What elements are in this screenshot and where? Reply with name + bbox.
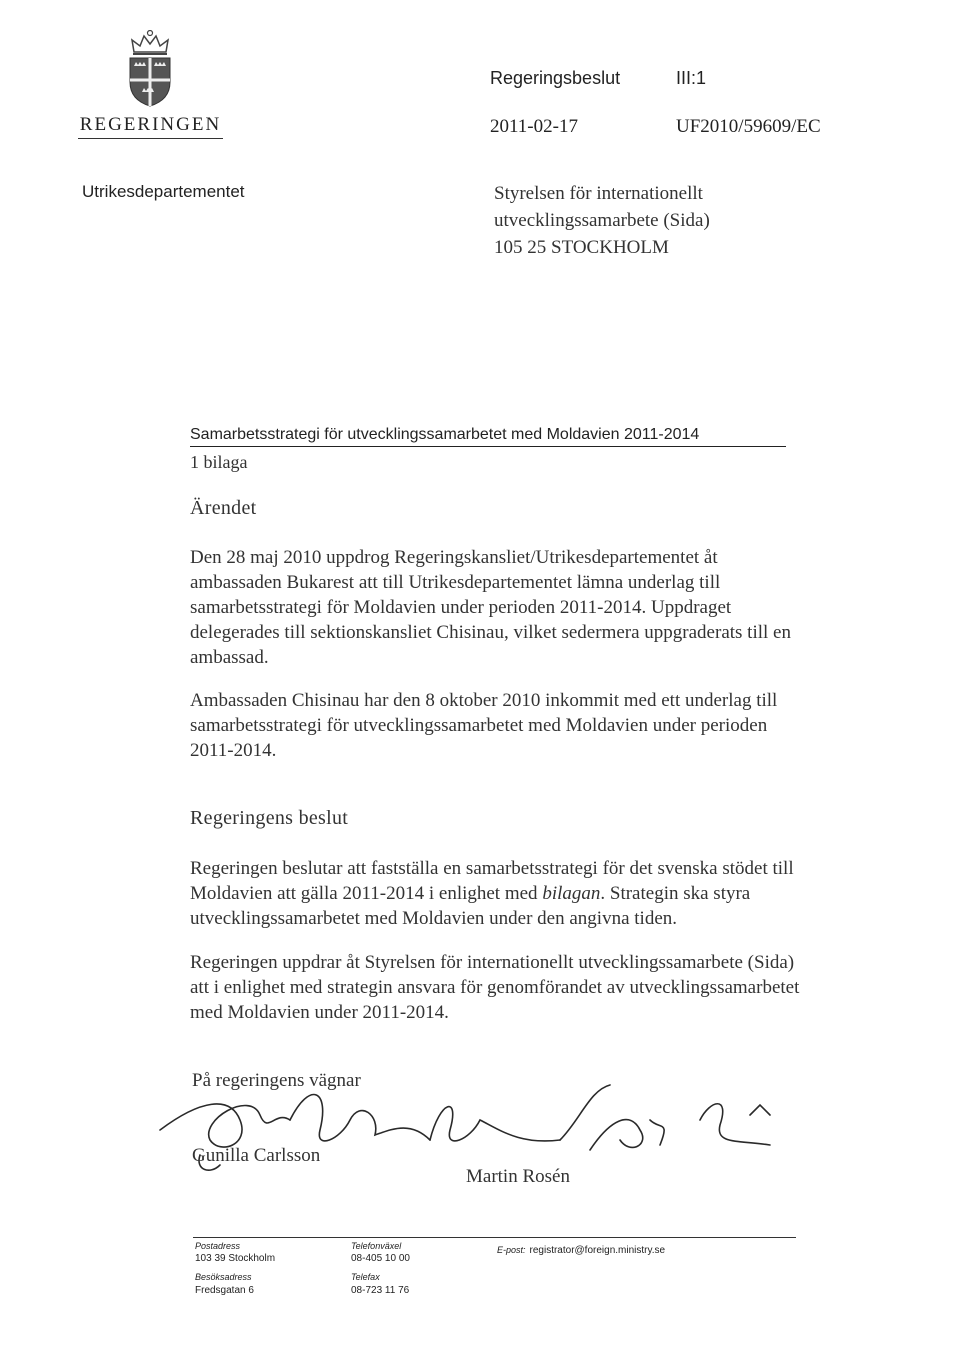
paragraph: Ambassaden Chisinau har den 8 oktober 2010 inkommit med ett underlag till samarbetsstrategi för utvecklingssamarbetet med Moldavien under perioden 2011-2014.	[190, 690, 778, 761]
footer-phone-label: Telefonväxel	[351, 1241, 402, 1251]
paragraph	[190, 856, 810, 931]
footer-email-value: registrator@foreign.ministry.se	[529, 1245, 666, 1256]
document-reference: UF2010/59609/EC	[676, 116, 821, 137]
footer-visit-label: Besöksadress	[195, 1272, 252, 1282]
recipient-line: 105 25 STOCKHOLM	[494, 237, 669, 258]
footer-visit-value: Fredsgatan 6	[195, 1285, 254, 1296]
paragraph: Den 28 maj 2010 uppdrog Regeringskansliet/Utrikesdepartementet åt ambassaden Bukarest att till Utrikesdepartementet lämna underlag till samarbetsstrategi för Moldavien under perioden 2011-2014. Uppdraget delegerades till sektionskansliet Chisinau, vilket sedermera uppgraderats till en ambassad.	[190, 547, 791, 668]
government-logo	[78, 30, 223, 140]
document-type: Regeringsbeslut	[490, 68, 621, 88]
footer-fax-label: Telefax	[351, 1272, 380, 1282]
footer-divider	[193, 1237, 796, 1238]
footer-email-label: E-post:	[497, 1245, 526, 1255]
attachment-count: 1 bilaga	[190, 452, 248, 472]
recipient-address	[494, 180, 710, 261]
signer-name: Martin Rosén	[466, 1166, 570, 1187]
sender-department: Utrikesdepartementet	[82, 182, 245, 201]
signature-behalf: På regeringens vägnar	[192, 1070, 361, 1091]
document-number: III:1	[676, 68, 707, 88]
footer-fax-value: 08-723 11 76	[351, 1285, 410, 1296]
subject-title: Samarbetsstrategi för utvecklingssamarbetet med Moldavien 2011-2014	[190, 426, 786, 447]
section-heading-decision: Regeringens beslut	[190, 807, 349, 829]
paragraph-text: . Strategin ska styra utvecklingssamarbetet med Moldavien under den angivna tiden.	[190, 883, 751, 929]
paragraph-text: Regeringen beslutar att fastställa en samarbetsstrategi för det svenska stödet till Moldavien att gälla 2011-2014 i enlighet med	[190, 858, 794, 904]
footer-phone-value: 08-405 10 00	[351, 1253, 410, 1264]
section-heading-matter: Ärendet	[190, 497, 257, 519]
swedish-crown-emblem-icon	[120, 30, 180, 108]
footer-email	[497, 1240, 665, 1258]
footer-postal-label: Postadress	[195, 1241, 241, 1251]
recipient-line: utvecklingssamarbete (Sida)	[494, 210, 710, 231]
recipient-line: Styrelsen för internationellt	[494, 183, 703, 204]
logo-divider	[78, 138, 223, 139]
signer-name: Gunilla Carlsson	[192, 1145, 321, 1166]
logo-text: REGERINGEN	[79, 114, 222, 135]
document-date: 2011-02-17	[490, 116, 578, 137]
footer-postal-value: 103 39 Stockholm	[195, 1253, 276, 1264]
attachment-reference: bilagan	[542, 883, 601, 904]
paragraph: Regeringen uppdrar åt Styrelsen för internationellt utvecklingssamarbete (Sida) att i enlighet med strategin ansvara för genomförandet av utvecklingssamarbetet med Moldavien under 2011-2014.	[190, 952, 800, 1023]
